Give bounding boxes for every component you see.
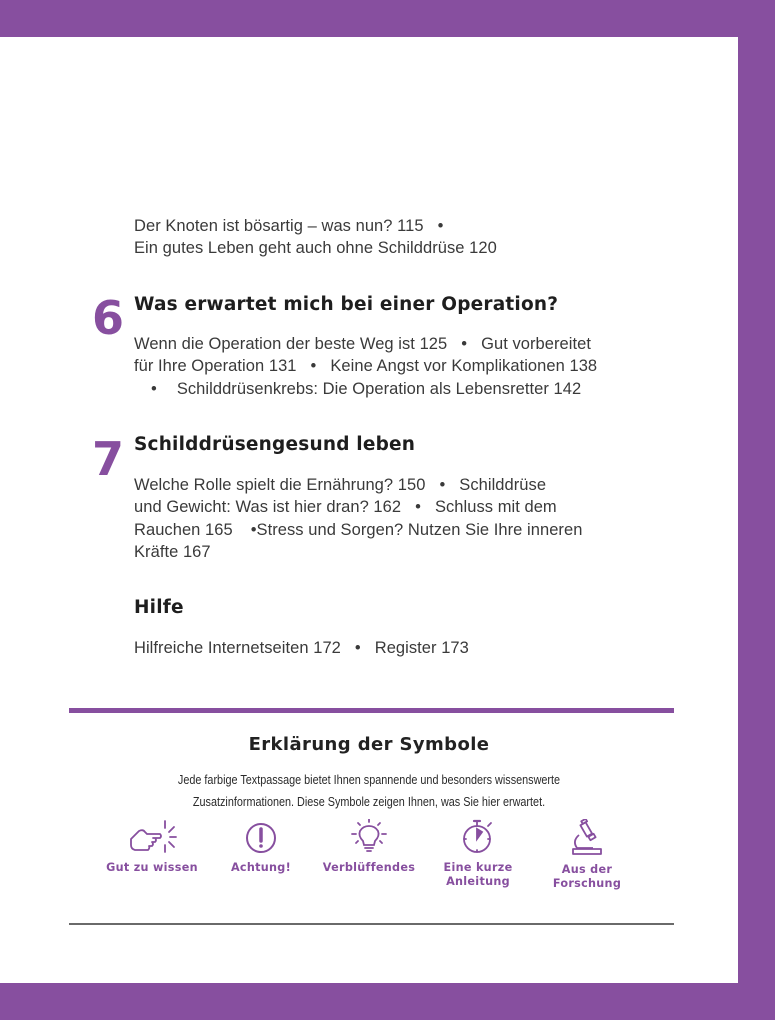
chapter-title-7[interactable]: Schilddrüsengesund leben (134, 434, 416, 455)
help-entries (134, 637, 469, 659)
symbol-gut-zu-wissen (97, 819, 207, 875)
stopwatch-icon (460, 819, 496, 855)
symbol-aus-der-forschung (532, 819, 642, 891)
toc-entry[interactable]: Register 173 (374, 639, 469, 657)
toc-entry[interactable]: Keine Angst vor Komplikationen 138 (330, 357, 598, 376)
bullet-separator: • (250, 520, 257, 539)
toc-entry[interactable]: Rauchen 165 (134, 520, 233, 539)
chapter-number-7: 7 (92, 432, 125, 486)
toc-entry[interactable]: Schilddrüsenkrebs: Die Operation als Lebensretter 142 (176, 379, 582, 398)
lightbulb-icon (349, 819, 389, 855)
toc-entry[interactable]: Wenn die Operation der beste Weg ist 125 (134, 335, 448, 353)
symbols-description (52, 770, 687, 813)
toc-entry[interactable]: Schilddrüse (459, 476, 547, 494)
section-divider (69, 708, 674, 713)
symbol-label: Aus der (561, 863, 613, 876)
symbols-title: Erklärung der Symbole (248, 734, 490, 755)
chapter-title-6[interactable]: Was erwartet mich bei einer Operation? (134, 294, 559, 315)
toc-continued-entries (134, 215, 497, 260)
description-line: Jede farbige Textpassage bietet Ihnen spannende und besonders wissenswerte (177, 773, 561, 787)
symbol-label: Verblüffendes (322, 861, 416, 874)
toc-entry[interactable]: Kräfte 167 (134, 542, 211, 561)
pointing-hand-icon (127, 819, 177, 855)
exclamation-circle-icon (243, 819, 279, 855)
bullet-separator: • (310, 357, 317, 376)
symbol-label: Forschung (552, 877, 622, 890)
symbol-label: Anleitung (446, 875, 510, 888)
symbol-eine-kurze-anleitung (423, 819, 533, 889)
bullet-separator: • (354, 639, 361, 657)
bottom-rule (69, 923, 674, 925)
toc-entry[interactable]: Gut vorbereitet (481, 335, 591, 353)
bullet-separator: • (415, 498, 421, 517)
toc-entry[interactable]: Der Knoten ist bösartig – was nun? 115 (134, 217, 424, 235)
toc-entry[interactable]: Stress und Sorgen? Nutzen Sie Ihre inneren (256, 520, 583, 539)
toc-entry[interactable]: Welche Rolle spielt die Ernährung? 150 (134, 476, 426, 494)
bullet-separator: • (461, 335, 468, 353)
book-page (0, 37, 738, 983)
bullet-separator: • (437, 217, 444, 235)
symbol-label: Eine kurze (443, 861, 513, 874)
toc-entry[interactable]: für Ihre Operation 131 (134, 357, 297, 376)
chapter-6-entries (134, 333, 597, 400)
toc-entry[interactable]: und Gewicht: Was ist hier dran? 162 (134, 498, 402, 517)
symbol-label: Gut zu wissen (106, 861, 198, 874)
symbol-achtung (206, 819, 316, 875)
toc-entry[interactable]: Ein gutes Leben geht auch ohne Schilddrüse 120 (134, 239, 497, 258)
bullet-separator: • (439, 476, 446, 494)
toc-entry[interactable]: Schluss mit dem (434, 498, 557, 517)
symbol-verblueffendes (314, 819, 424, 875)
microscope-icon (569, 819, 605, 857)
bullet-separator: • (151, 379, 157, 398)
chapter-number-6: 6 (92, 291, 125, 345)
symbol-label: Achtung! (230, 861, 292, 874)
description-line: Zusatzinformationen. Diese Symbole zeigen Ihnen, was Sie hier erwartet. (192, 794, 546, 809)
chapter-7-entries (134, 474, 582, 563)
toc-entry[interactable]: Hilfreiche Internetseiten 172 (134, 639, 341, 657)
help-title[interactable]: Hilfe (134, 597, 184, 618)
